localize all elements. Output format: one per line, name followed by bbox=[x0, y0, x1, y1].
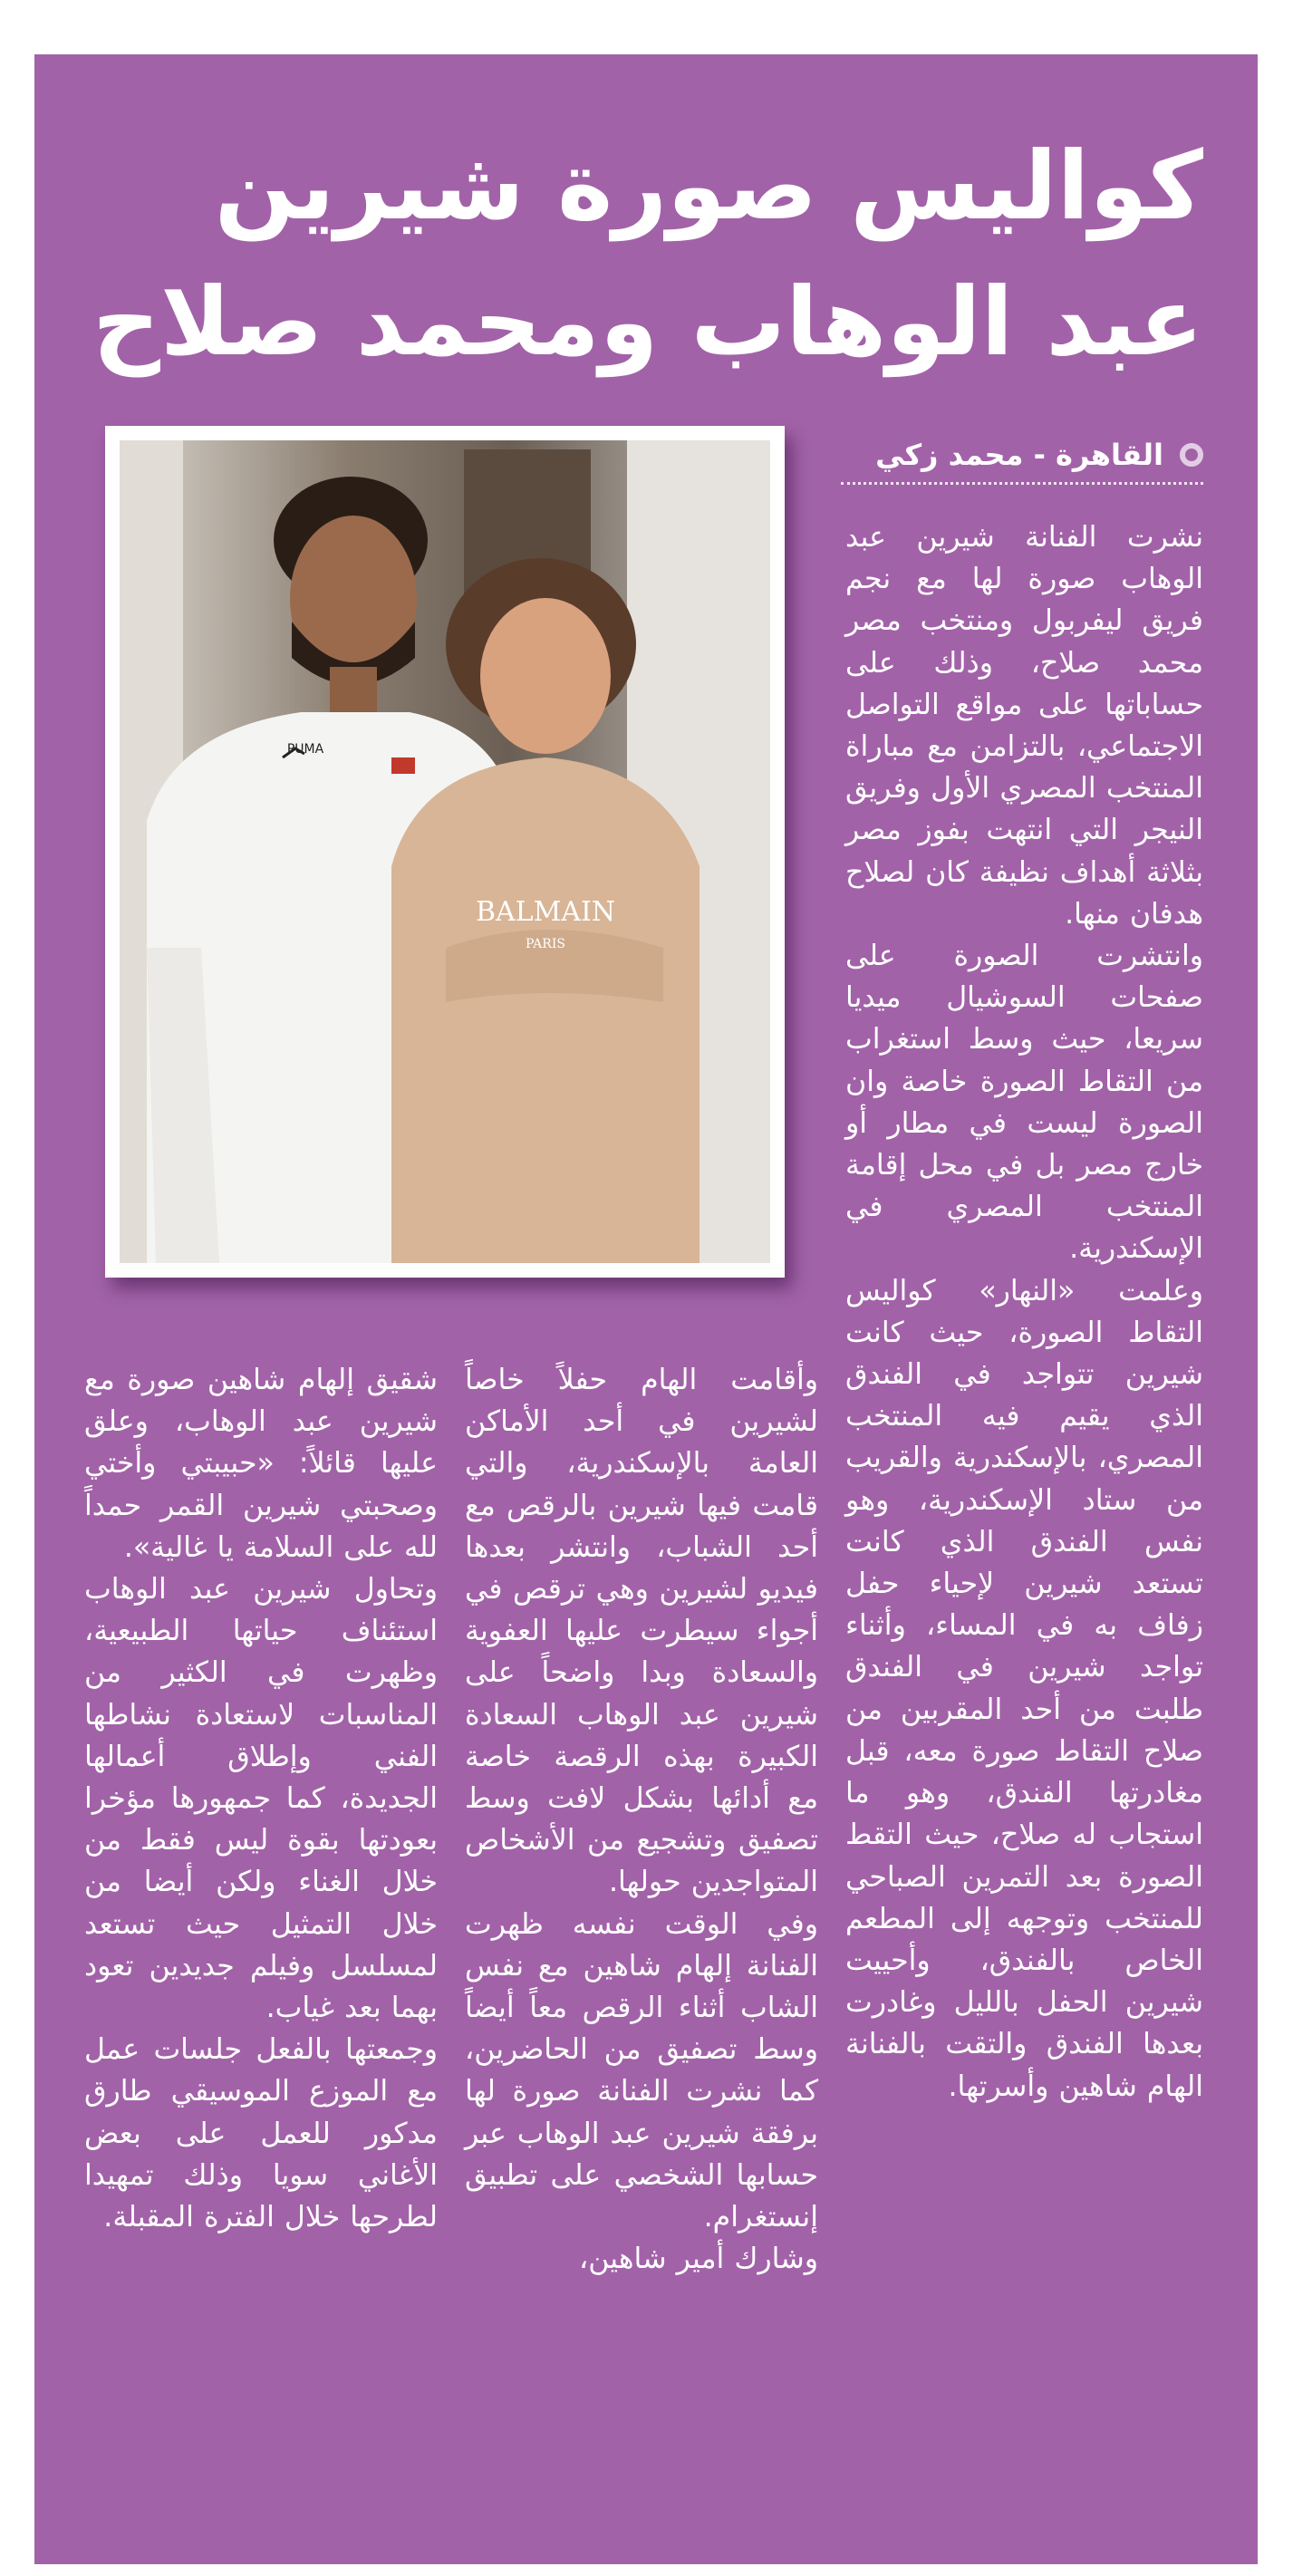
article-column-3 bbox=[84, 1359, 438, 2238]
paragraph: وأقامت الهام حفلاً خاصاً لشيرين في أحد الأماكن العامة بالإسكندرية، والتي قامت فيها شيرين بالرقص مع أحد الشباب، وانتشر بعدها فيديو لشيرين وهي ترقص في أجواء سيطرت عليها العفوية والسعادة وبدا واضحاً على شيرين عبد الوهاب السعادة الكبيرة بهذه الرقصة خاصة مع أدائها بشكل لافت وسط تصفيق وتشجيع من الأشخاص المتواجدين حولها. bbox=[465, 1364, 818, 1899]
sportswear-brand: PUMA bbox=[286, 742, 324, 757]
photo-illustration bbox=[120, 440, 770, 1263]
article-column-2 bbox=[465, 1359, 818, 2280]
paragraph: وجمعتها بالفعل جلسات عمل مع الموزع الموسيقي طارق مدكور للعمل على بعض الأغاني سويا وذلك تمهيدا لطرحها خلال الفترة المقبلة. bbox=[84, 2033, 438, 2234]
shirt-subtext: PARIS bbox=[526, 937, 565, 951]
byline bbox=[841, 428, 1203, 485]
paragraph: وانتشرت الصورة على صفحات السوشيال ميديا سريعا، حيث وسط استغراب من التقاط الصورة خاصة وان الصورة ليست في مطار أو خارج مصر بل في محل إقامة المنتخب المصري في الإسكندرية. bbox=[845, 940, 1203, 1266]
circle-bullet-icon bbox=[1180, 443, 1203, 467]
paragraph: وشارك أمير شاهين، bbox=[579, 2243, 818, 2276]
article-photo bbox=[105, 426, 785, 1278]
article-panel bbox=[34, 54, 1258, 2564]
article-column-1 bbox=[845, 516, 1203, 2108]
paragraph: وعلمت «النهار» كواليس التقاط الصورة، حيث كانت شيرين تتواجد في الفندق الذي يقيم فيه المنتخب المصري، بالإسكندرية والقريب من ستاد الإسكندرية، وهو نفس الفندق الذي كانت تستعد شيرين لإحياء حفل زفاف به في المساء، وأثناء تواجد شيرين في الفندق طلبت من أحد المقربين من صلاح التقاط صورة معه، قبل مغادرتها الفندق، وهو ما استجاب له صلاح، حيث التقط الصورة بعد التمرين الصباحي للمنتخب وتوجهه إلى المطعم الخاص بالفندق، وأحييت شيرين الحفل بالليل وغادرت بعدها الفندق والتقت بالفنانة الهام شاهين وأسرتها. bbox=[845, 1274, 1203, 2103]
paragraph: وتحاول شيرين عبد الوهاب استئناف حياتها الطبيعية، وظهرت في الكثير من المناسبات لاستعادة نشاطها الفني وإطلاق أعمالها الجديدة، كما جمهورها مؤخرا بعودتها بقوة ليس فقط من خلال الغناء ولكن أيضا من خلال التمثيل حيث تستعد لمسلسل وفيلم جديدين تعود بهما بعد غياب. bbox=[84, 1573, 438, 2025]
shirt-text: BALMAIN bbox=[475, 896, 616, 928]
article-headline: كواليس صورة شيرين عبد الوهاب ومحمد صلاح bbox=[92, 130, 1203, 377]
paragraph: وفي الوقت نفسه ظهرت الفنانة إلهام شاهين مع نفس الشاب أثناء الرقص معاً أيضاً وسط تصفيق من الحاضرين، كما نشرت الفنانة صورة لها برفقة شيرين عبد الوهاب عبر حسابها الشخصي على تطبيق إنستغرام. bbox=[465, 1907, 818, 2234]
byline-text: القاهرة - محمد زكي bbox=[875, 438, 1163, 472]
paragraph: شقيق إلهام شاهين صورة مع شيرين عبد الوهاب، وعلق عليها قائلاً: «حبيبتي وأختي وصحبتي شيرين القمر حمداً لله على السلامة يا غالية». bbox=[84, 1364, 438, 1564]
paragraph: نشرت الفنانة شيرين عبد الوهاب صورة لها مع نجم فريق ليفربول ومنتخب مصر محمد صلاح، وذلك على حساباتها على مواقع التواصل الاجتماعي، بالتزامن مع مباراة المنتخب المصري الأول وفريق النيجر التي انتهت بفوز مصر بثلاثة أهداف نظيفة كان لصلاح هدفان منها. bbox=[845, 521, 1203, 931]
